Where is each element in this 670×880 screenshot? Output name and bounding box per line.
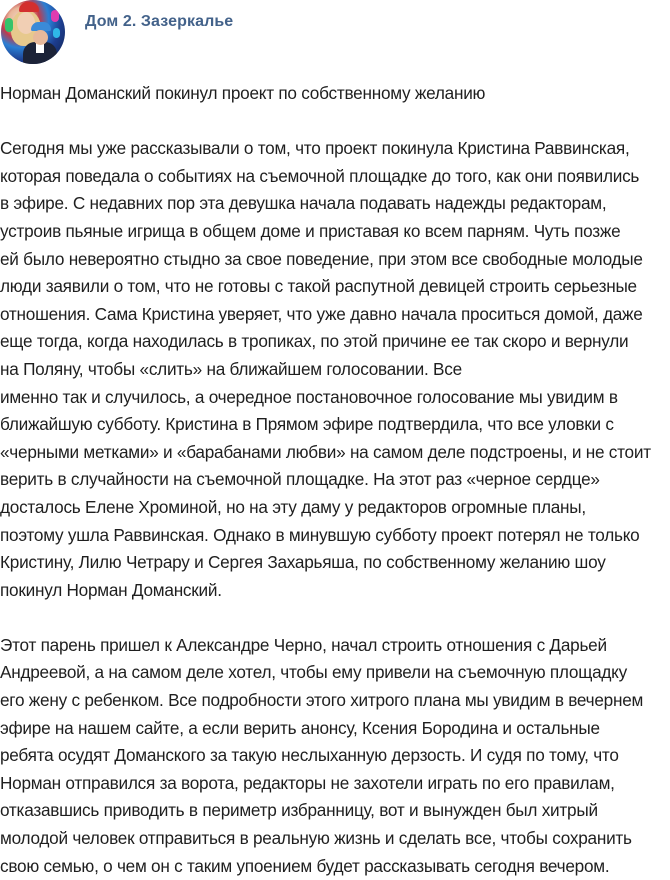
- text-line: Норман отправился за ворота, редакторы не захотели играть по его правилам,: [0, 772, 615, 793]
- text-line: покинул Норман Доманский.: [0, 579, 222, 600]
- text-line: в эфире. С недавних пор эта девушка начала подавать надежды редакторам,: [0, 193, 607, 214]
- community-name-link[interactable]: Дом 2. Зазеркалье: [85, 13, 234, 30]
- text-line: досталось Елене Хроминой, но на эту даму у редакторов огромные планы,: [0, 496, 586, 517]
- text-line: эфире на нашем сайте, а если верить анонсу, Ксения Бородина и остальные: [0, 717, 600, 738]
- text-line: ребята осудят Доманского за такую неслыханную дерзость. И судя по тому, что: [0, 745, 619, 766]
- post-body: [0, 80, 668, 880]
- text-line: свою семью, о чем он с таким упоением будет рассказывать сегодня вечером.: [0, 855, 610, 876]
- text-line: Этот парень пришел к Александре Черно, начал строить отношения с Дарьей: [0, 634, 607, 655]
- paragraph-spacer: [0, 108, 668, 136]
- avatar-image-detail: [51, 10, 59, 22]
- text-line: еще тогда, когда находилась в тропиках, по этой причине ее так скоро и вернули: [0, 331, 629, 352]
- text-line: ей было невероятно стыдно за свое поведение, при этом все свободные молодые: [0, 248, 643, 269]
- paragraph-2: [0, 632, 668, 880]
- text-line: поэтому ушла Раввинская. Однако в минувшую субботу проект потерял не только: [0, 524, 640, 545]
- text-line: Кристину, Лилю Четрару и Сергея Захарьяша, по собственному желанию шоу: [0, 552, 606, 573]
- paragraph-1: [0, 135, 668, 604]
- text-line: его жену с ребенком. Все подробности этого хитрого плана мы увидим в вечернем: [0, 690, 644, 711]
- text-line: верить в случайности на съемочной площадке. На этот раз «черное сердце»: [0, 469, 600, 490]
- text-line: Андреевой, а на самом деле хотел, чтобы ему привели на съемочную площадку: [0, 662, 627, 683]
- avatar-image-detail: [33, 30, 48, 45]
- avatar-image-detail: [19, 2, 39, 12]
- text-line: люди заявили о том, что не готовы с такой распутной девицей строить серьезные: [0, 276, 637, 297]
- post-header: [0, 0, 670, 68]
- paragraph-spacer: [0, 604, 668, 632]
- text-line: на Поляну, чтобы «слить» на ближайшем голосовании. Все: [0, 358, 462, 379]
- post-headline: Норман Доманский покинул проект по собственному желанию: [0, 83, 486, 103]
- text-line: молодой человек отправиться в реальную жизнь и сделать все, чтобы сохранить: [0, 828, 632, 849]
- text-line: отношения. Сама Кристина уверяет, что уже давно начала проситься домой, даже: [0, 303, 643, 324]
- avatar-image-detail: [5, 18, 13, 32]
- text-line: «черными метками» и «барабанами любви» на самом деле подстроены, и не стоит: [0, 441, 651, 462]
- text-line: Сегодня мы уже рассказывали о том, что проект покинула Кристина Раввинская,: [0, 138, 630, 159]
- avatar-image-detail: [53, 28, 60, 38]
- text-line: именно так и случилось, а очередное постановочное голосование мы увидим в: [0, 386, 618, 407]
- text-line: ближайшую субботу. Кристина в Прямом эфире подтвердила, что все уловки с: [0, 414, 614, 435]
- text-line: устроив пьяные игрища в общем доме и приставая ко всем парням. Чуть позже: [0, 220, 621, 241]
- text-line: которая поведала о событиях на съемочной площадке до того, как они появились: [0, 165, 640, 186]
- community-avatar[interactable]: [1, 0, 65, 64]
- text-line: отказавшись приводить в периметр избранницу, вот и вынужден был хитрый: [0, 800, 598, 821]
